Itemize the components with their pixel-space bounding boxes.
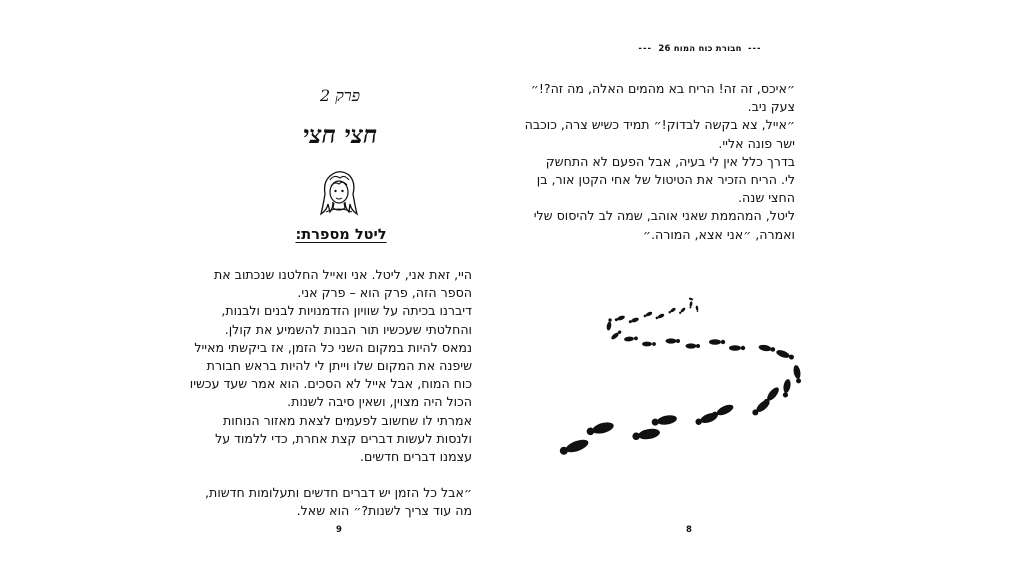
narrator-heading: ליטל מספרת: <box>295 227 387 243</box>
footprints-illustration <box>559 296 819 460</box>
header-title: חבורת כוח המוח 26 <box>658 44 742 54</box>
paragraph: ״אבל כל הזמן יש דברים חדשים ותעלומות חדשות, מה עוד צריך לשנות?״ הוא שאל. <box>205 485 472 519</box>
right-page <box>524 0 825 576</box>
running-header <box>615 44 785 54</box>
right-body-text <box>525 80 795 244</box>
chapter-label: פרק 2 <box>319 86 361 105</box>
chapter-title: חצי חצי <box>302 120 378 149</box>
page-number: 9 <box>336 525 342 535</box>
paragraph: דיברנו בכיתה על שוויון הזדמנויות לבנים ולבנות, והחלטתי שעכשיו תור הבנות להשמיע את קולן. נמאס להיות במקום השני כל הזמן, אז ביקשתי מאייל שיפנה את המקום שלו וייתן לי להיות בראש חבורת כוח המוח, אבל אייל לא הסכים. הוא אמר שעד עכשיו הכול היה מצוין, ושאין סיבה לשנות. <box>189 303 472 410</box>
paragraph: ״אייל, צא בקשה לבדוק!״ תמיד כשיש צרה, כוכבה ישר פונה אליי. <box>524 117 795 151</box>
left-body-text <box>190 266 472 521</box>
paragraph: בדרך כלל אין לי בעיה, אבל הפעם לא התחשק לי. הריח הזכיר את הטיטול של אחי הקטן אור, בן החצי שנה. <box>536 153 795 206</box>
header-dashes: --- <box>638 44 653 54</box>
page-number: 8 <box>686 525 692 535</box>
left-page <box>189 0 480 576</box>
paragraph: ״איכס, זה זה! הריח בא מהמים האלה, מה זה?!״ צעק ניב. <box>530 81 795 115</box>
paragraph: ליטל, המהממת שאני אוהב, שמה לב להיסוס שלי ואמרה, ״אני אצא, המורה.״ <box>533 208 795 242</box>
header-dashes: --- <box>747 44 762 54</box>
paragraph: אמרתי לו שחשוב לפעמים לצאת מאזור הנוחות ולנסות לעשות דברים קצת אחרת, כדי ללמוד על עצמנו דברים חדשים. <box>215 412 472 465</box>
girl-portrait-icon <box>318 168 360 220</box>
paragraph: היי, זאת אני, ליטל. אני ואייל החלטנו שנכתוב את הספר הזה, פרק הוא – פרק אני. <box>213 267 472 301</box>
